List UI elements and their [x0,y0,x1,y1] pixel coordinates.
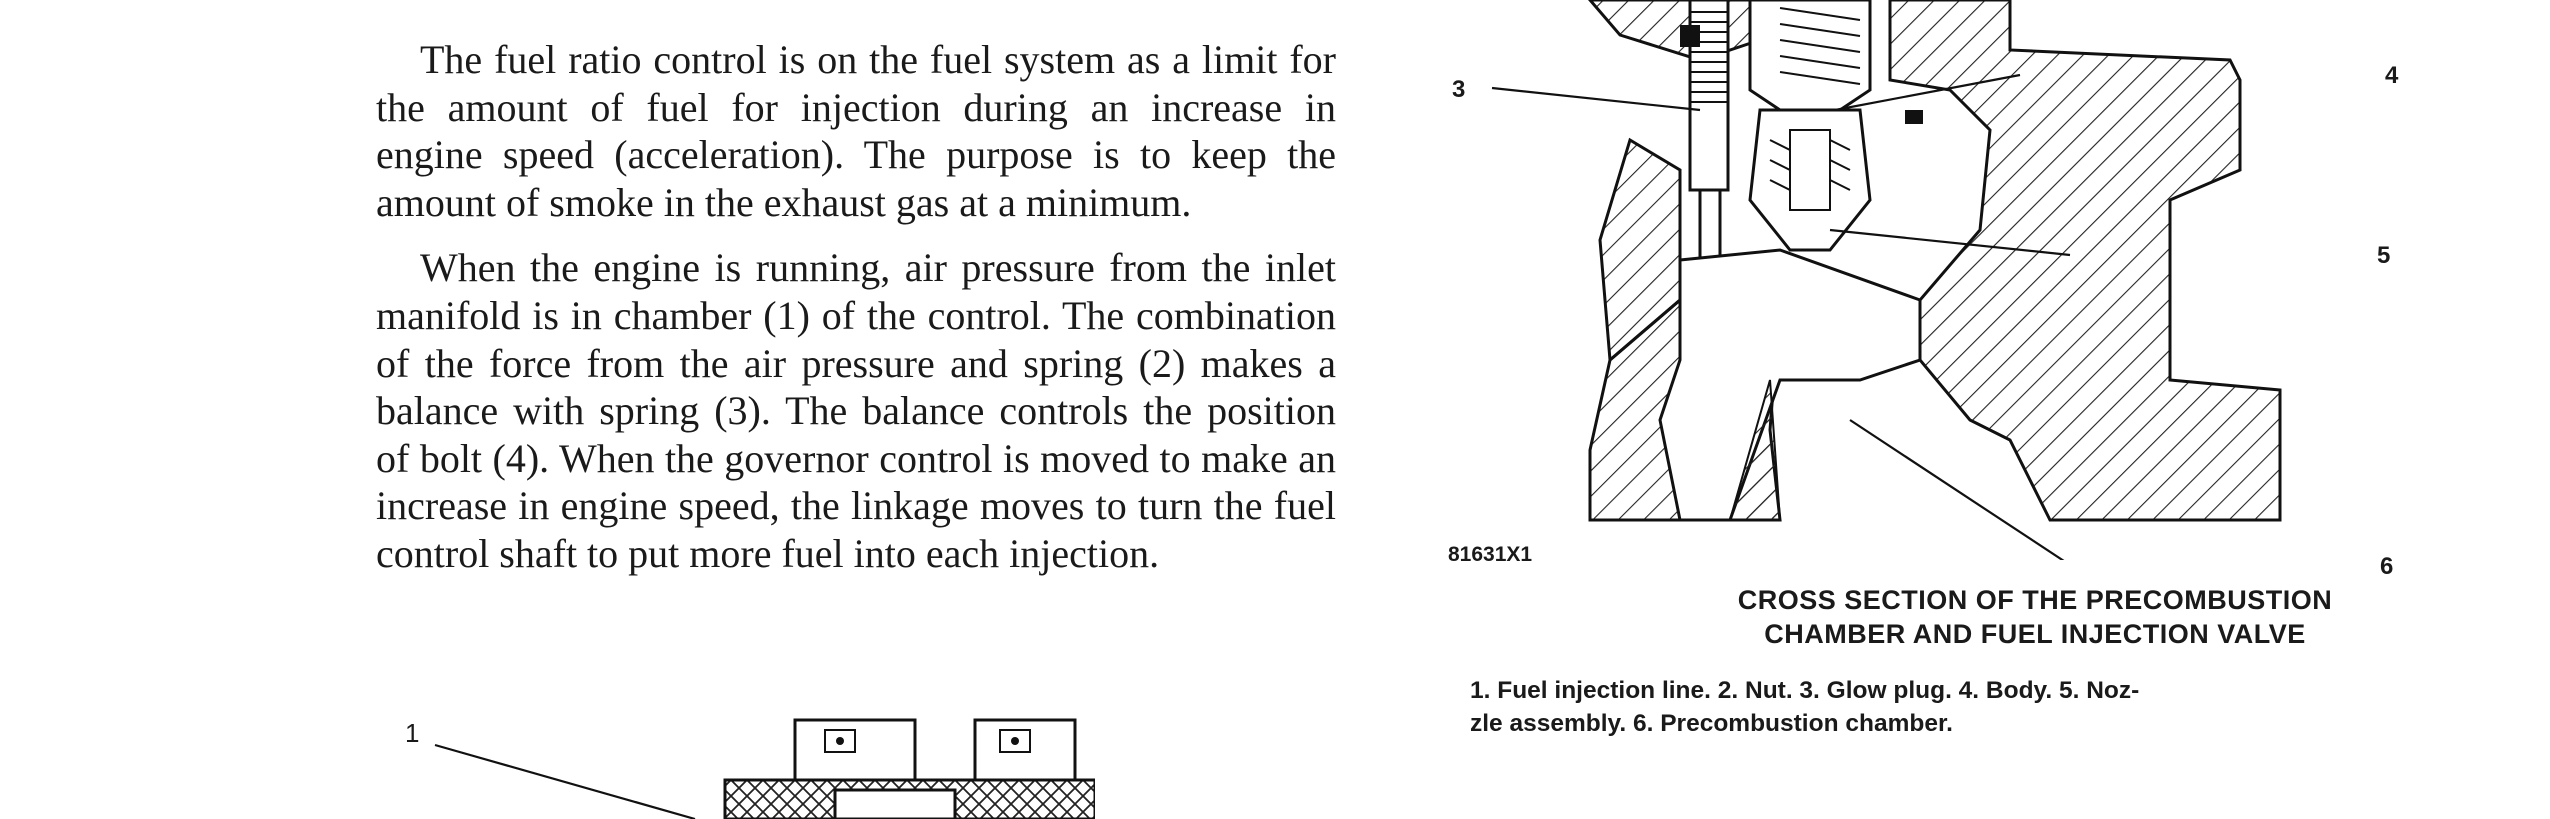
callout-3: 3 [1452,76,1466,103]
precombustion-cross-section-drawing [1450,0,2450,560]
figure-code: 81631X1 [1448,543,1533,566]
lower-callout-1: 1 [405,718,420,748]
figure-title-line-2: CHAMBER AND FUEL INJECTION VALVE [1764,619,2306,649]
body-text-column [376,36,1336,593]
figure-title [1460,583,2550,651]
figure-caption-line-1: 1. Fuel injection line. 2. Nut. 3. Glow plug. 4. Body. 5. Noz- [1470,677,2140,704]
paragraph-engine-running: When the engine is running, air pressure from the inlet manifold is in chamber (1) of the control. The combination of the force from the air pressure and spring (2) makes a balance with spring (3). The balance controls the position of bolt (4). When the governor control is moved to make an increase in engine speed, the linkage moves to turn the fuel control shaft to put more fuel into each injection. [376,245,1336,576]
figure-caption [1470,674,2350,740]
fuel-ratio-control-drawing-partial [395,700,1095,819]
callout-6: 6 [2380,553,2394,580]
callout-4: 4 [2385,62,2399,89]
paragraph-fuel-ratio-purpose: The fuel ratio control is on the fuel system as a limit for the amount of fuel for injection during an increase in engine speed (acceleration). The purpose is to keep the amount of smoke in the exhaust gas at a minimum. [376,37,1336,225]
figure-title-line-1: CROSS SECTION OF THE PRECOMBUSTION [1737,585,2333,615]
figure-caption-line-2: zle assembly. 6. Precombustion chamber. [1470,710,1953,737]
callout-5: 5 [2377,242,2391,269]
